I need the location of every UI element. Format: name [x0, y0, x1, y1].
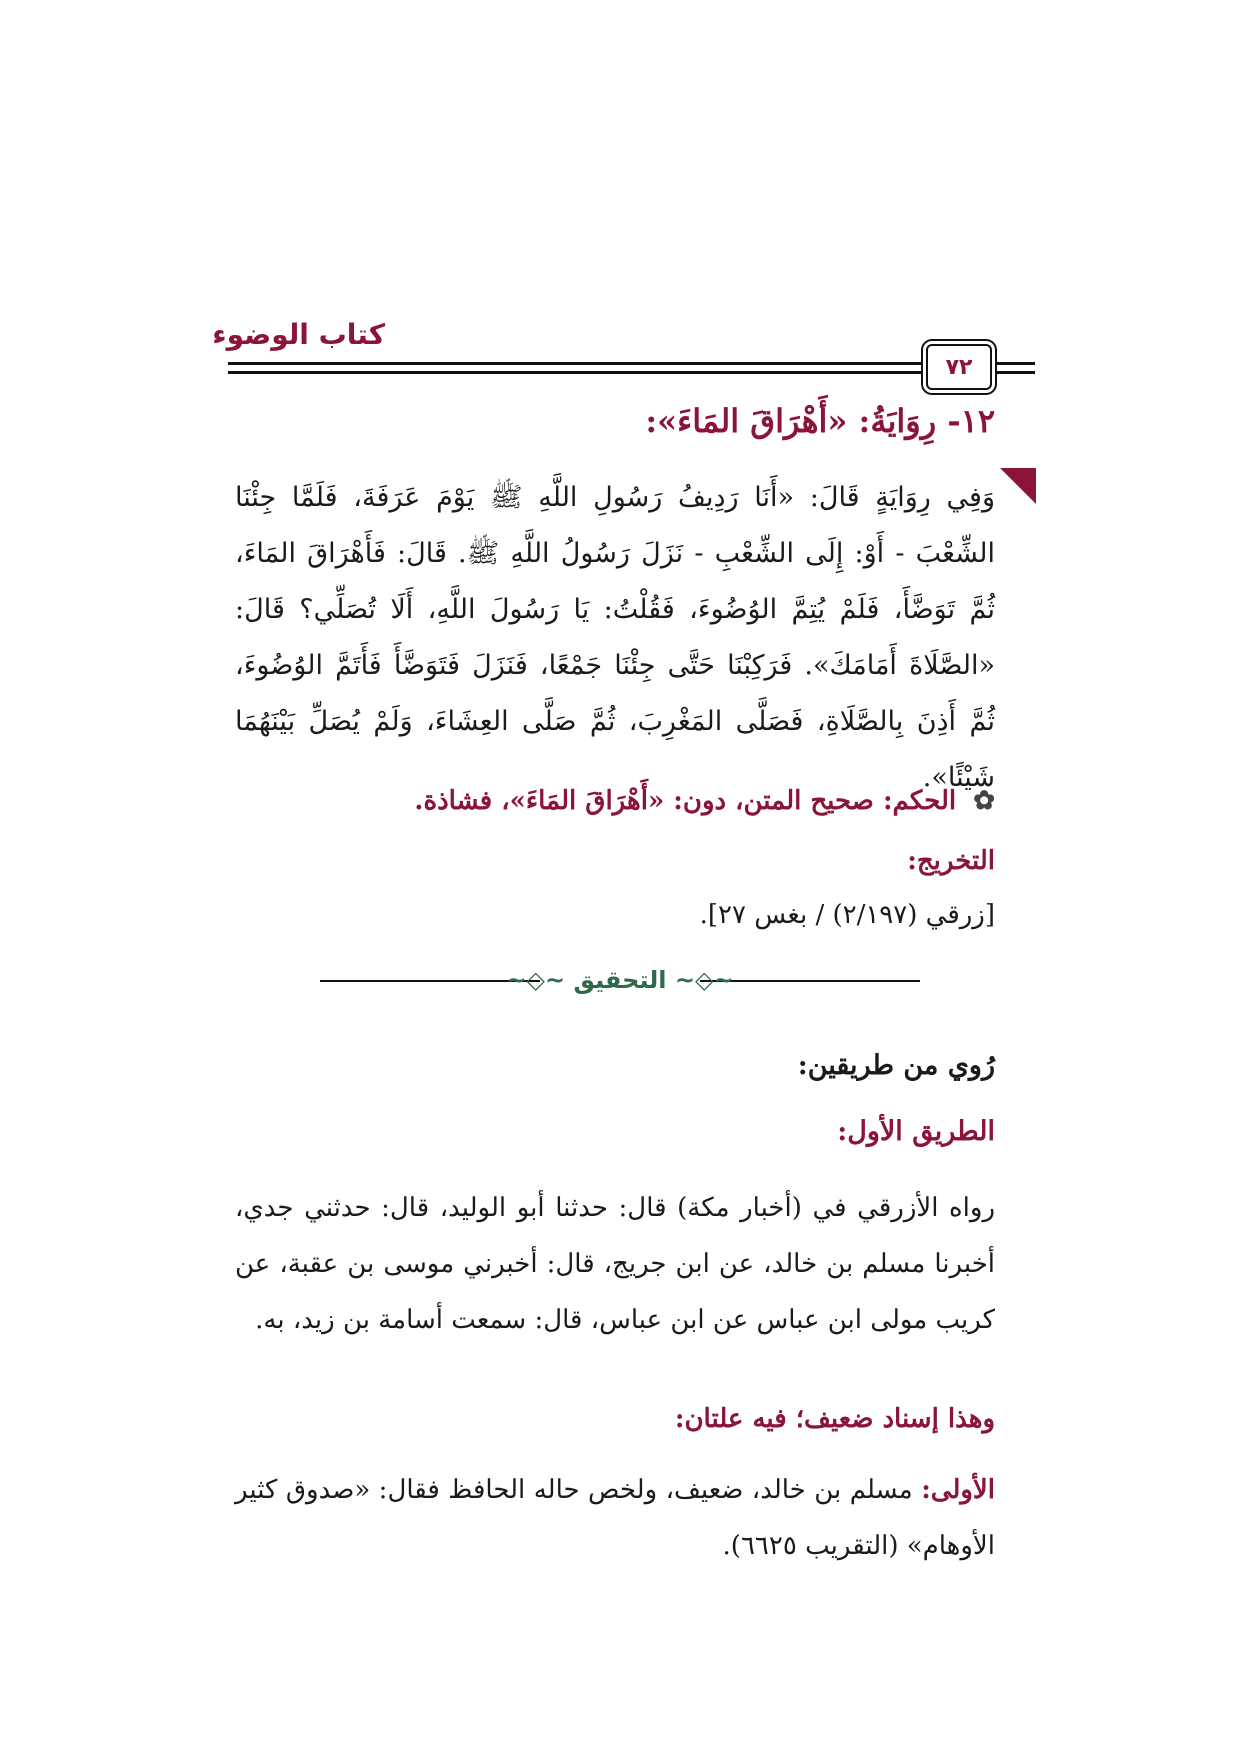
page-number: ٧٢ — [945, 354, 973, 380]
hukm-line — [414, 786, 995, 816]
hukm-label: الحكم: — [882, 786, 957, 816]
divider-label: ~◇~ التحقيق ~◇~ — [506, 966, 734, 994]
body-paragraph: رواه الأزرقي في (أخبار مكة) قال: حدثنا أبو الوليد، قال: حدثني جدي، أخبرنا مسلم بن خالد، عن ابن جريج، قال: أخبرني موسى بن عقبة، عن كريب مولى ابن عباس عن ابن عباس، قال: سمعت أسامة بن زيد، به. — [235, 1193, 996, 1335]
ruwiya-heading: رُوي من طريقين: — [797, 1050, 995, 1081]
ula-label: الأولى: — [921, 1475, 995, 1505]
takhrij-title: التخريج: — [907, 846, 995, 876]
header-rule-bottom — [228, 371, 1012, 374]
header-rule-short-bottom — [995, 371, 1035, 374]
header-rule-short-top — [995, 362, 1035, 365]
quote-corner-icon — [1000, 468, 1036, 504]
header-rule-top — [228, 362, 1012, 365]
takhrij-reference: [زرقي (٢/١٩٧) / بغس ٢٧]. — [699, 900, 995, 930]
section-divider — [320, 966, 920, 994]
isnad-heading: وهذا إسناد ضعيف؛ فيه علتان: — [674, 1404, 995, 1434]
section-title: ١٢- رِوَايَةُ: «أَهْرَاقَ المَاءَ»: — [645, 402, 995, 440]
page-number-box — [926, 344, 992, 390]
book-title: كتاب الوضوء — [212, 318, 385, 351]
flower-star-icon: ✿ — [973, 786, 995, 816]
ula-paragraph — [235, 1462, 995, 1574]
ula-text: مسلم بن خالد، ضعيف، ولخص حاله الحافظ فقال: «صدوق كثير الأوهام» (التقريب ٦٦٢٥). — [235, 1475, 995, 1561]
hukm-text: صحيح المتن، دون: «أَهْرَاقَ المَاءَ»، فشاذة. — [414, 786, 874, 816]
tahqiq-label: التحقيق — [573, 966, 667, 994]
tariq-heading: الطريق الأول: — [837, 1116, 995, 1147]
hadith-text: وَفِي رِوَايَةٍ قَالَ: «أَنَا رَدِيفُ رَسُولِ اللَّهِ ﷺ يَوْمَ عَرَفَةَ، فَلَمَّا جِئْنَا الشِّعْبَ - أَوْ: إِلَى الشِّعْبِ - نَزَلَ رَسُولُ اللَّهِ ﷺ. قَالَ: فَأَهْرَاقَ المَاءَ، ثُمَّ تَوَضَّأَ، فَلَمْ يُتِمَّ الوُضُوءَ، فَقُلْتُ: يَا رَسُولَ اللَّهِ، أَلَا تُصَلِّي؟ قَالَ: «الصَّلَاةَ أَمَامَكَ». فَرَكِبْنَا حَتَّى جِئْنَا جَمْعًا، فَنَزَلَ فَتَوَضَّأَ فَأَتَمَّ الوُضُوءَ، ثُمَّ أَذِنَ بِالصَّلَاةِ، فَصَلَّى المَغْرِبَ، ثُمَّ صَلَّى العِشَاءَ، وَلَمْ يُصَلِّ بَيْنَهُمَا شَيْئًا». — [235, 482, 995, 793]
